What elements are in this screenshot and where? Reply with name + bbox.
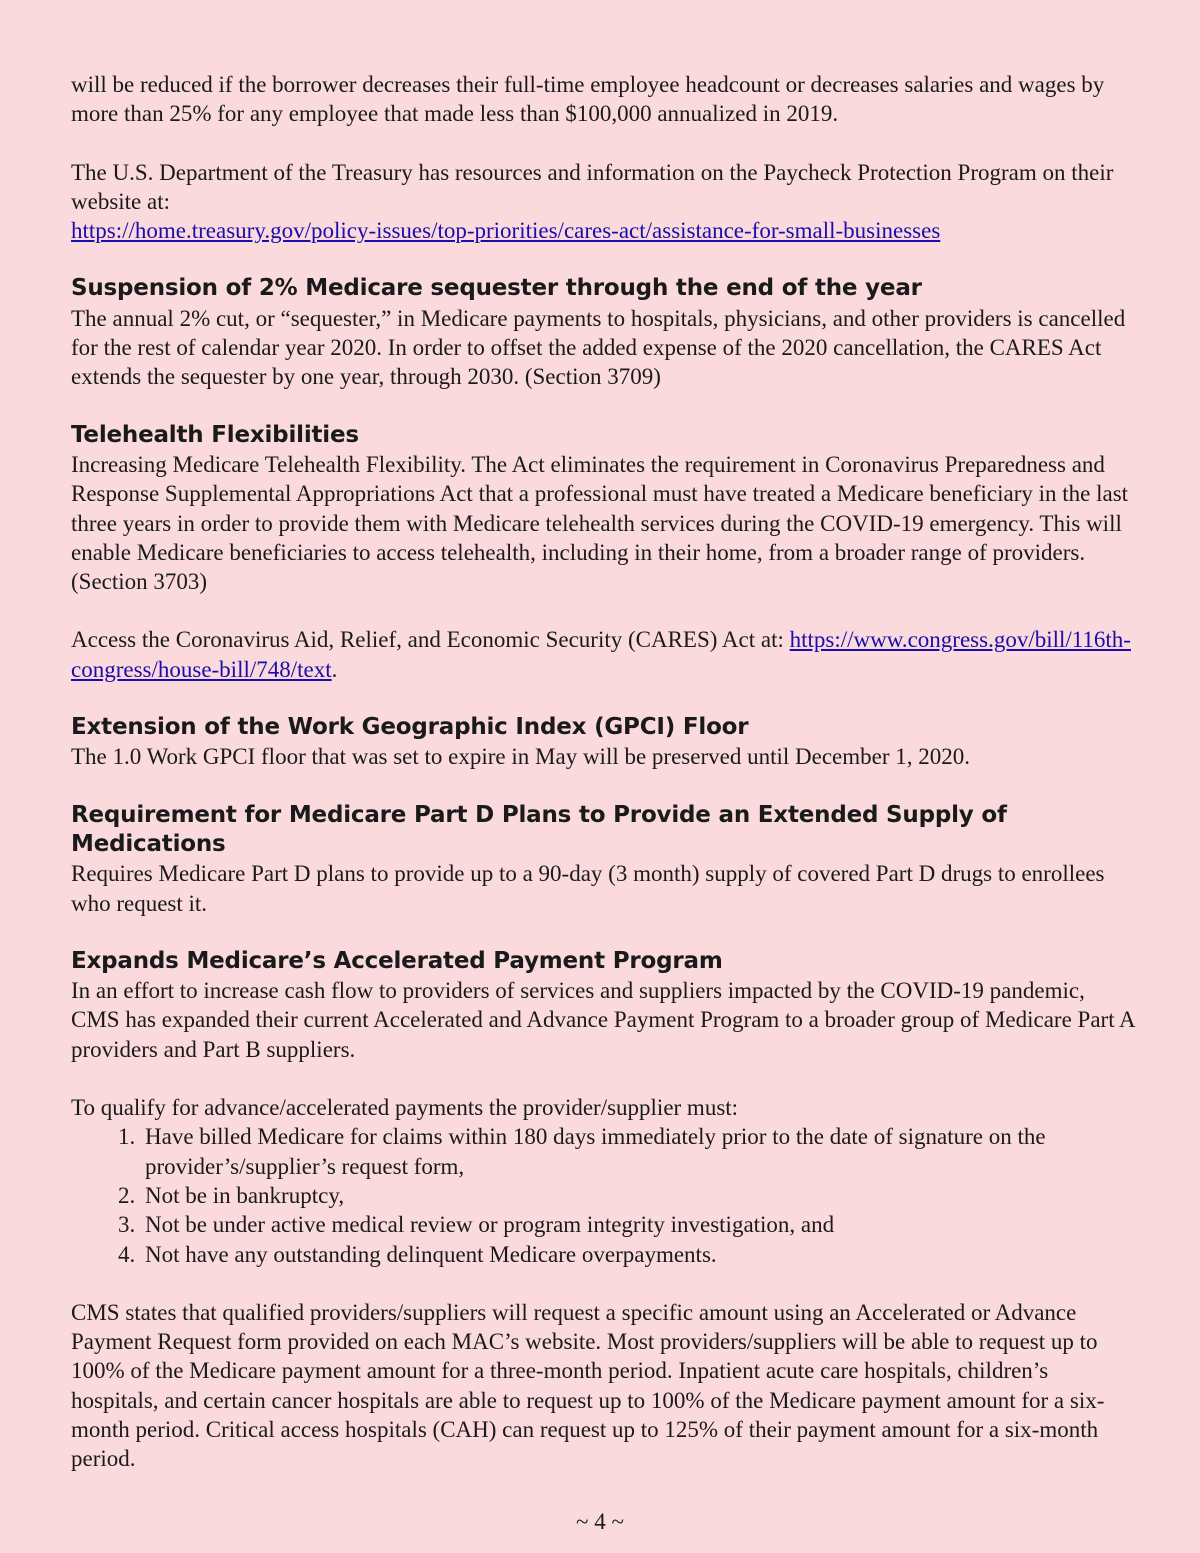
sequester-heading: Suspension of 2% Medicare sequester through the end of the year xyxy=(71,275,922,302)
intro-continuation: will be reduced if the borrower decreases their full-time employee headcount or decreases salaries and wages by more than 25% for any employee that made less than $100,000 annualized in 2019. xyxy=(71,72,1105,127)
cares-access-end: . xyxy=(331,656,338,682)
section-gpci xyxy=(71,713,1135,772)
list-item: 4. Not have any outstanding delinquent Medicare overpayments. xyxy=(141,1240,1135,1269)
qualify-intro: To qualify for advance/accelerated payments the provider/supplier must: xyxy=(71,1095,739,1121)
telehealth-body: Increasing Medicare Telehealth Flexibility. The Act eliminates the requirement in Coronavirus Preparedness and Response Supplemental Appropriations Act that a professional must have treated a Medicare beneficiary in the last three years in order to provide them with Medicare telehealth services during the COVID-19 emergency. This will enable Medicare beneficiaries to access telehealth, including in their home, from a broader range of providers. (Section 3703) xyxy=(71,451,1129,595)
gpci-heading: Extension of the Work Geographic Index (GPCI) Floor xyxy=(71,714,749,741)
accelerated-heading: Expands Medicare’s Accelerated Payment Program xyxy=(71,947,723,974)
section-accelerated-payment xyxy=(71,947,1135,1474)
requirements-list xyxy=(71,1122,1135,1268)
cares-act-link[interactable]: https://www.congress.gov/bill/116th-congress/house-bill/748/text xyxy=(71,627,1131,682)
part-d-heading: Requirement for Medicare Part D Plans to Provide an Extended Supply of Medications xyxy=(71,801,1007,857)
list-item: 1. Have billed Medicare for claims within 180 days immediately prior to the date of signature on the provider’s/supplier’s request form, xyxy=(141,1122,1135,1181)
list-item: 3. Not be under active medical review or program integrity investigation, and xyxy=(141,1210,1135,1239)
sequester-body: The annual 2% cut, or “sequester,” in Medicare payments to hospitals, physicians, and other providers is cancelled for the rest of calendar year 2020. In order to offset the added expense of the 2020 cancellation, the CARES Act extends the sequester by one year, through 2030. (Section 3709) xyxy=(71,305,1126,390)
part-d-body: Requires Medicare Part D plans to provide up to a 90-day (3 month) supply of covered Part D drugs to enrollees who request it. xyxy=(71,861,1105,916)
page-number: ~ 4 ~ xyxy=(576,1509,624,1534)
accelerated-body: In an effort to increase cash flow to providers of services and suppliers impacted by the COVID-19 pandemic, CMS has expanded their current Accelerated and Advance Payment Program to a broader group of Medicare Part A providers and Part B suppliers. xyxy=(71,978,1135,1062)
cares-access-text xyxy=(71,625,1135,684)
treasury-link[interactable]: https://home.treasury.gov/policy-issues/top-priorities/cares-act/assistance-for-small-businesses xyxy=(71,218,941,244)
cares-access-label: Access the Coronavirus Aid, Relief, and Economic Security (CARES) Act at: xyxy=(71,627,784,653)
treasury-text-label: The U.S. Department of the Treasury has resources and information on the Paycheck Protection Program on their website at: xyxy=(71,159,1114,214)
list-item: 2. Not be in bankruptcy, xyxy=(141,1181,1135,1210)
document-page xyxy=(71,70,1135,1474)
section-telehealth xyxy=(71,421,1135,684)
section-sequester xyxy=(71,274,1135,391)
accelerated-closing: CMS states that qualified providers/suppliers will request a specific amount using an Accelerated or Advance Payment Request form provided on each MAC’s website. Most providers/suppliers will be able to request up to 100% of the Medicare payment amount for a three-month period. Inpatient acute care hospitals, children’s hospitals, and certain cancer hospitals are able to request up to 100% of the Medicare payment amount for a six-month period. Critical access hospitals (CAH) can request up to 125% of their payment amount for a six-month period. xyxy=(71,1299,1105,1472)
gpci-body: The 1.0 Work GPCI floor that was set to expire in May will be preserved until December 1, 2020. xyxy=(71,744,970,770)
treasury-text xyxy=(71,158,1135,246)
telehealth-heading: Telehealth Flexibilities xyxy=(71,421,359,448)
section-part-d xyxy=(71,801,1135,918)
